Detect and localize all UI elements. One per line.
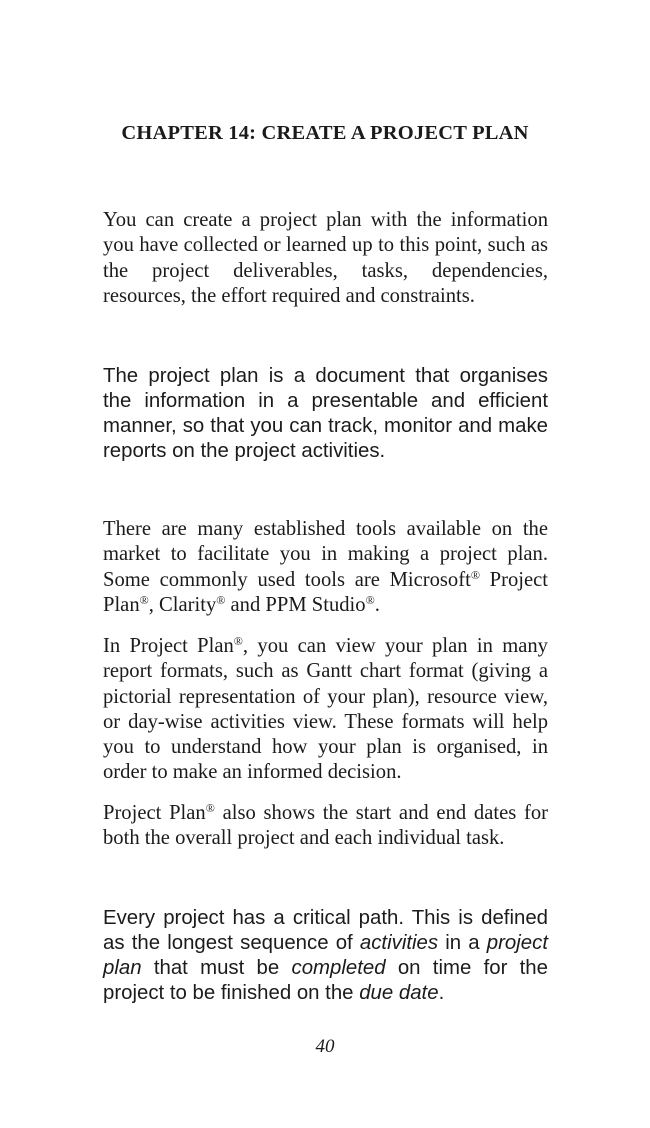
emphasis-completed: completed xyxy=(291,957,386,979)
paragraph-critical-path-text-a: Every project has a critical path. This is defined as the longest sequence of xyxy=(103,907,548,954)
page-number: 40 xyxy=(315,1036,335,1057)
paragraph-tools xyxy=(103,517,548,618)
emphasis-due-date: due date xyxy=(359,982,439,1004)
registered-mark: ® xyxy=(470,567,480,582)
paragraph-project-plan-definition: The project plan is a document that organises the information in a presentable and efficient manner, so that you can track, monitor and make reports on the project activities. xyxy=(103,365,548,462)
registered-mark: ® xyxy=(216,592,226,607)
paragraph-intro: You can create a project plan with the information you have collected or learned up to this point, such as the project deliverables, tasks, dependencies, resources, the effort required and constraints. xyxy=(103,209,548,307)
paragraph-tools-text-d: and PPM Studio xyxy=(225,593,366,616)
emphasis-project-plan: project plan xyxy=(103,932,548,979)
paragraph-report-formats-text-a: In Project Plan xyxy=(103,635,234,657)
paragraph-critical-path-text-g: on time for the project to be finished on the xyxy=(103,957,548,1004)
paragraph-report-formats xyxy=(103,634,548,786)
paragraph-tools-text-a: There are many established tools available on the market to facilitate you in making a project plan. Some commonly used tools are Microsoft xyxy=(103,518,548,591)
paragraph-dates xyxy=(103,801,548,852)
registered-mark: ® xyxy=(139,592,149,607)
paragraph-dates-text-b: also shows the start and end dates for both the overall project and each individual task. xyxy=(103,802,549,850)
registered-mark: ® xyxy=(205,801,215,815)
paragraph-report-formats-text-b: , you can view your plan in many report formats, such as Gantt chart format (giving a pictorial representation of your plan), resource view, or day-wise activities view. These formats will help you to understand how your plan is organised, in order to make an informed decision. xyxy=(103,635,548,784)
registered-mark: ® xyxy=(233,634,243,648)
paragraph-tools-text-e: . xyxy=(374,593,380,616)
paragraph-critical-path-text-c: in a xyxy=(438,932,487,954)
paragraph-dates-text-a: Project Plan xyxy=(103,802,206,824)
registered-mark: ® xyxy=(365,592,375,607)
paragraph-critical-path-text-i: . xyxy=(438,982,445,1004)
paragraph-tools-text-b: Project Plan xyxy=(103,568,548,616)
paragraph-tools-text-c: , Clarity xyxy=(148,593,217,616)
paragraph-critical-path xyxy=(103,906,548,1006)
chapter-title: CHAPTER 14: CREATE A PROJECT PLAN xyxy=(121,122,529,144)
paragraph-critical-path-text-e: that must be xyxy=(141,957,292,979)
emphasis-activities: activities xyxy=(359,932,439,954)
